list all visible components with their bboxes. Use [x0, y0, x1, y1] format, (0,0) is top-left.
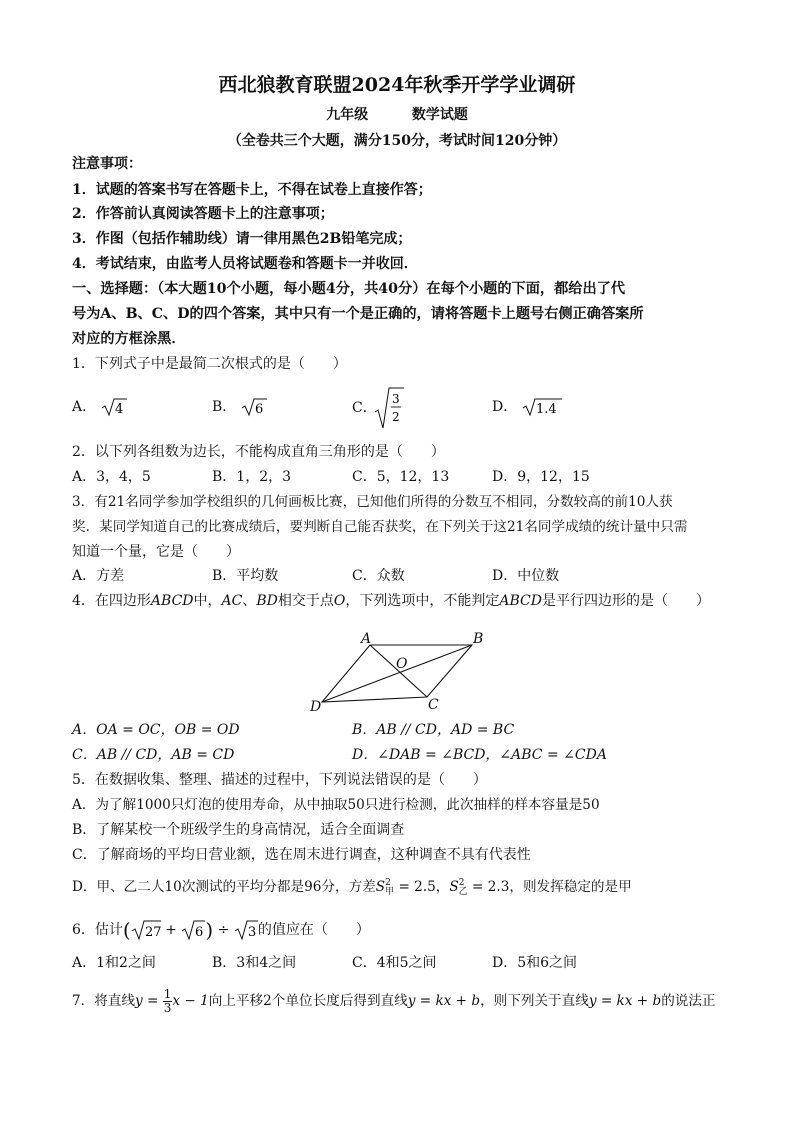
- sqrt-symbol: [131, 918, 161, 942]
- q4-option-c: C．AB // CD，AB = CD: [72, 747, 235, 763]
- stem-text: 的说法正: [661, 993, 716, 1009]
- fraction: [163, 988, 173, 1015]
- grade-label: 九年级: [326, 107, 369, 123]
- operator: +: [160, 922, 182, 938]
- math-var: y: [135, 993, 143, 1009]
- fraction-numerator: 1: [163, 987, 172, 1001]
- option-label: B．: [212, 399, 237, 415]
- math-expr: y = kx + b: [407, 993, 481, 1009]
- radicand: 6: [195, 925, 204, 940]
- vertex-label-a: A: [361, 631, 372, 647]
- section1-intro: 号为A、B、C、D的四个答案，其中只有一个是正确的，请将答题卡上题号右侧正确答案所: [72, 306, 644, 322]
- sqrt-symbol: [181, 918, 205, 942]
- section1-intro: 对应的方框涂黑．: [72, 331, 186, 347]
- option-label: A．: [72, 399, 97, 415]
- stem-text: 中，: [193, 593, 222, 609]
- diagonal-bd: [322, 645, 472, 702]
- notice-item: 1．试题的答案书写在答题卡上，不得在试卷上直接作答；: [72, 182, 432, 198]
- q3-option-a: A．方差: [72, 568, 125, 584]
- stem-text: 6．估计: [72, 922, 123, 938]
- q1-stem: 1．下列式子中是最简二次根式的是（ ）: [72, 356, 347, 372]
- option-label: D．: [492, 399, 518, 415]
- q2-option-b: B．1，2，3: [212, 469, 292, 485]
- stem-text: 是平行四边形的是（ ）: [541, 593, 710, 609]
- sqrt-symbol: [241, 397, 267, 417]
- fraction-denominator: 2: [392, 410, 400, 424]
- notice-item: 3．作图（包括作辅助线）请一律用黑色2B铅笔完成；: [72, 231, 412, 247]
- q6-option-d: D．5和6之间: [492, 955, 578, 971]
- q2-option-c: C．5，12，13: [352, 469, 450, 485]
- q6-option-b: B．3和4之间: [212, 955, 297, 971]
- vertex-label-c: C: [428, 697, 439, 713]
- q1-option-a: [72, 397, 127, 417]
- exam-title: 西北狼教育联盟2024年秋季开学学业调研: [218, 74, 576, 96]
- q2-option-d: D．9，12，15: [492, 469, 590, 485]
- q6-option-a: A．1和2之间: [72, 955, 156, 971]
- radicand: 4: [114, 402, 123, 417]
- stem-text: ，则下列关于直线: [480, 993, 589, 1009]
- q3-stem: 知道一个量，它是（ ）: [72, 544, 240, 560]
- stem-text: 4．在四边形: [72, 593, 151, 609]
- q2-stem: 2．以下列各组数为边长，不能构成直角三角形的是（ ）: [72, 444, 445, 460]
- notice-item: 4．考试结束，由监考人员将试题卷和答题卡一并收回．: [72, 256, 418, 272]
- q6-stem: 6．估计( 27 + 6 ) ÷ 3 的值应在（ ）: [72, 918, 370, 942]
- math-var: ABCD: [150, 593, 194, 609]
- vertex-label-b: B: [473, 631, 484, 647]
- radicand: 6: [254, 402, 264, 417]
- q2-option-a: A．3，4，5: [72, 469, 151, 485]
- math-expr: y = kx + b: [588, 993, 662, 1009]
- q5-option-b: B．了解某校一个班级学生的身高情况，适合全面调查: [72, 822, 405, 838]
- q3-stem: 奖．某同学知道自己的比赛成绩后，要判断自己能否获奖，在下列关于这21名同学成绩的统计量中只需: [72, 519, 688, 535]
- math-var: S: [375, 879, 386, 895]
- radicand: 1.4: [535, 402, 557, 417]
- stem-text: 的值应在（ ）: [257, 922, 370, 938]
- sqrt-symbol: [374, 386, 404, 430]
- q4-option-a: A．OA = OC，OB = OD: [72, 722, 240, 738]
- q7-stem: [72, 984, 716, 1018]
- superscript: 2: [385, 877, 391, 888]
- notice-item: 2．作答前认真阅读答题卡上的注意事项；: [72, 206, 334, 222]
- q5-stem: 5．在数据收集、整理、描述的过程中，下列说法错误的是（ ）: [72, 772, 487, 788]
- q4-stem: [72, 591, 710, 611]
- q4-option-d: D．∠DAB = ∠BCD，∠ABC = ∠CDA: [352, 747, 607, 763]
- fraction-denominator: 3: [163, 1001, 172, 1015]
- q3-stem: 3．有21名同学参加学校组织的几何画板比赛，已知他们所得的分数互不相同，分数较高的前10人获: [72, 494, 673, 510]
- stem-text: 相交于点: [277, 593, 334, 609]
- fraction-numerator: 3: [392, 392, 400, 406]
- radicand: 3: [247, 925, 257, 940]
- stem-text: = 2.5，: [394, 879, 450, 895]
- stem-text: D．甲、乙二人10次测试的平均分都是96分，方差: [72, 879, 376, 895]
- stem-text: 7．将直线: [72, 993, 136, 1009]
- subscript: 甲: [385, 886, 395, 897]
- math-var: ABCD: [499, 593, 542, 609]
- point-label-o: O: [396, 656, 408, 672]
- exam-meta: （全卷共三个大题，满分150分，考试时间120分钟）: [227, 133, 567, 149]
- sqrt-symbol: [101, 397, 127, 417]
- q3-option-b: B．平均数: [212, 568, 279, 584]
- q5-option-a: A．为了解1000只灯泡的使用寿命，从中抽取50只进行检测，此次抽样的样本容量是50: [72, 797, 600, 813]
- math-var: AC: [221, 593, 243, 609]
- subject-label: 数学试题: [411, 107, 468, 123]
- q3-option-c: C．众数: [352, 568, 405, 584]
- operator: =: [142, 993, 163, 1009]
- option-label: C．: [352, 400, 377, 416]
- q3-option-d: D．中位数: [492, 568, 560, 584]
- q6-option-c: C．4和5之间: [352, 955, 437, 971]
- q1-option-b: [212, 397, 267, 417]
- sqrt-symbol: [234, 918, 258, 942]
- grade-subject: [0, 104, 794, 124]
- subscript: 乙: [458, 886, 468, 897]
- operator: ÷: [213, 922, 234, 938]
- math-var: S: [449, 879, 459, 895]
- stem-text: = 2.3，则发挥稳定的是甲: [467, 879, 632, 895]
- q5-option-d: [72, 877, 632, 897]
- q1-option-d: [492, 397, 562, 417]
- stem-text: 向上平移2个单位长度后得到直线: [208, 993, 408, 1009]
- q5-option-c: C．了解商场的平均日营业额，选在周末进行调查，这种调查不具有代表性: [72, 847, 531, 863]
- section1-intro: 一、选择题：（本大题10个小题，每小题4分，共40分）在每个小题的下面，都给出了代: [72, 281, 626, 297]
- stem-text: ，下列选项中，不能判定: [345, 593, 500, 609]
- superscript: 2: [458, 877, 465, 888]
- math-var: BD: [256, 593, 278, 609]
- math-var: O: [333, 593, 346, 609]
- notice-heading: 注意事项：: [72, 156, 142, 172]
- vertex-label-d: D: [310, 699, 322, 715]
- q4-option-b: B．AB // CD，AD = BC: [352, 722, 515, 738]
- sqrt-symbol: [522, 397, 562, 417]
- math-expr: x − 1: [172, 993, 209, 1009]
- radicand: 27: [144, 925, 161, 940]
- stem-text: 、: [242, 593, 257, 609]
- parallelogram-figure: [300, 628, 500, 718]
